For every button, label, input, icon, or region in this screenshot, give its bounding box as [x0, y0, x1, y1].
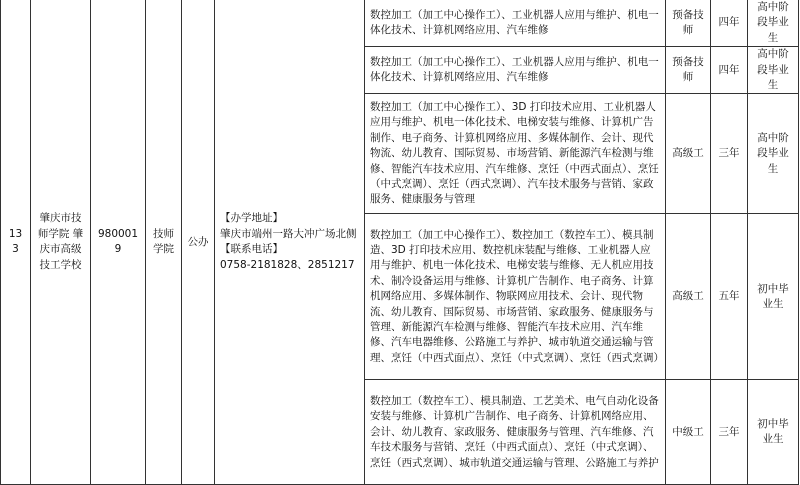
row-number: 133 — [1, 0, 31, 485]
level-cell: 预备技师 — [666, 0, 711, 47]
target-cell: 初中毕业生 — [748, 214, 799, 380]
level-cell: 预备技师 — [666, 47, 711, 94]
years-cell: 三年 — [711, 380, 748, 485]
majors-cell: 数控加工（加工中心操作工）、工业机器人应用与维护、机电一体化技术、计算机网络应用、汽车维修 — [365, 0, 666, 47]
years-cell: 四年 — [711, 0, 748, 47]
level-cell: 高级工 — [666, 214, 711, 380]
school-code: 9800019 — [91, 0, 146, 485]
phone-label: 【联系电话】 — [220, 243, 283, 256]
school-type: 技师学院 — [146, 0, 182, 485]
table-row — [1, 0, 799, 47]
target-cell: 高中阶段毕业生 — [748, 94, 799, 214]
majors-cell: 数控加工（加工中心操作工）、工业机器人应用与维护、机电一体化技术、计算机网络应用、汽车维修 — [365, 47, 666, 94]
level-cell: 高级工 — [666, 94, 711, 214]
address-text: 肇庆市端州一路大冲广场北侧 — [220, 227, 357, 240]
school-nature: 公办 — [182, 0, 215, 485]
years-cell: 三年 — [711, 94, 748, 214]
target-cell: 高中阶段毕业生 — [748, 0, 799, 47]
phone-text: 0758-2181828、2851217 — [220, 258, 355, 271]
school-name: 肇庆市技师学院 肇庆市高级技工学校 — [31, 0, 91, 485]
years-cell: 四年 — [711, 47, 748, 94]
target-cell: 高中阶段毕业生 — [748, 47, 799, 94]
level-cell: 中级工 — [666, 380, 711, 485]
majors-cell: 数控加工（加工中心操作工）、数控加工（数控车工）、模具制造、3D 打印技术应用、数控机床装配与维修、工业机器人应用与维护、机电一体化技术、电梯安装与维修、无人机应用技术、制冷设备运用与维修、计算机广告制作、电子商务、计算机网络应用、多媒体制作、物联网应用技术、会计、现代物流、幼儿教育、国际贸易、市场营销、家政服务、健康服务与管理、新能源汽车检测与维修、智能汽车技术应用、汽车维修、汽车电器维修、公路施工与养护、城市轨道交通运输与管理、烹饪（中西式面点）、烹饪（中式烹调）、烹饪（西式烹调） — [365, 214, 666, 380]
address-label: 【办学地址】 — [220, 212, 283, 225]
majors-cell: 数控加工（加工中心操作工）、3D 打印技术应用、工业机器人应用与维护、机电一体化技术、电梯安装与维修、计算机广告制作、电子商务、计算机网络应用、多媒体制作、会计、现代物流、幼儿教育、国际贸易、市场营销、新能源汽车检测与维修、智能汽车技术应用、汽车维修、烹饪（中西式面点）、烹饪（中式烹调）、烹饪（西式烹调）、汽车技术服务与营销、家政服务、健康服务与管理 — [365, 94, 666, 214]
target-cell: 初中毕业生 — [748, 380, 799, 485]
contact-cell — [215, 0, 365, 485]
majors-cell: 数控加工（数控车工）、模具制造、工艺美术、电气自动化设备安装与维修、计算机广告制作、电子商务、计算机网络应用、会计、幼儿教育、家政服务、健康服务与管理、汽车维修、汽车技术服务与营销、烹饪（中西式面点）、烹饪（中式烹调）、烹饪（西式烹调）、城市轨道交通运输与管理、公路施工与养护 — [365, 380, 666, 485]
years-cell: 五年 — [711, 214, 748, 380]
